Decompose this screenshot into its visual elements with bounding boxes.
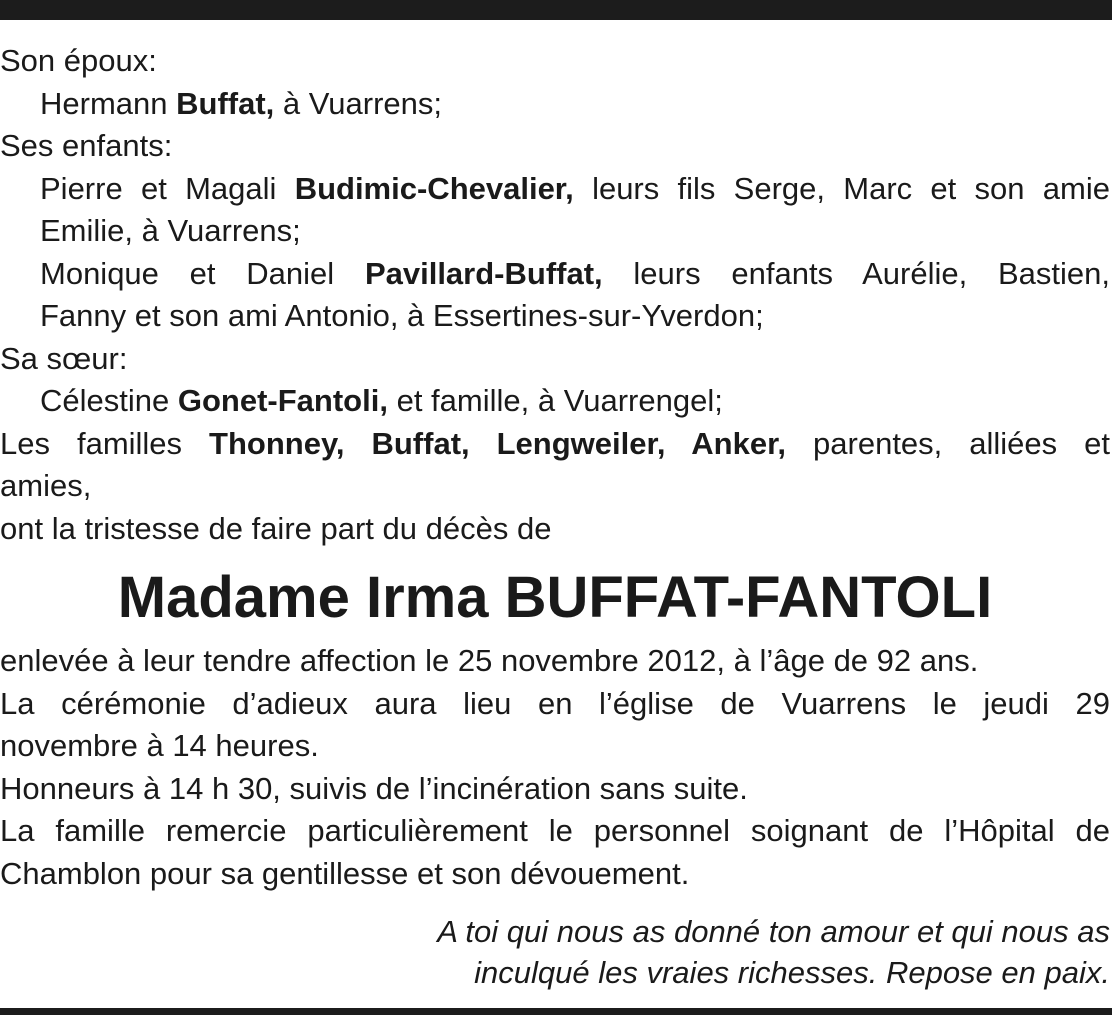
enfants-label: Ses enfants: [0,128,173,163]
obituary-text [0,40,1110,993]
enfant2-line2: Fanny et son ami Antonio, à Essertines-sur-Yverdon; [40,298,764,333]
epoux-surname: Buffat, [176,85,275,121]
top-rule [0,0,1112,20]
announce-text: ont la tristesse de faire part du décès de [0,510,552,546]
familles-line1 [0,423,1110,466]
epoux-entry [0,83,1110,126]
familles-rest: parentes, alliées et [813,425,1110,461]
enfant1-line2: Emilie, à Vuarrens; [40,213,301,248]
soeur-label: Sa sœur: [0,340,128,376]
soeur-first: Célestine [40,383,170,418]
enfant1-surname: Budimic-Chevalier, [294,170,574,206]
quote-line2: inculqué les vraies richesses. Repose en paix. [474,955,1110,990]
details-line6: Chamblon pour sa gentillesse et son dévouement. [0,855,690,891]
enfant1-line1 [0,168,1110,211]
closing-quote [0,911,1110,993]
details-line5: La famille remercie particulièrement le personnel soignant de l’Hôpital de [0,813,1110,848]
soeur-rest: et famille, à Vuarrengel; [396,383,723,418]
enfant1-first: Pierre et Magali [40,170,277,206]
details-line3: novembre à 14 heures. [0,728,319,763]
familles-first: Les familles [0,425,183,461]
details-line4: Honneurs à 14 h 30, suivis de l’incinération sans suite. [0,770,748,806]
soeur-surname: Gonet-Fantoli, [177,383,388,418]
epoux-label: Son époux: [0,43,157,78]
soeur-entry [0,380,1110,423]
bottom-rule [0,1008,1112,1015]
deceased-name: Madame Irma BUFFAT-FANTOLI [117,565,993,630]
enfant2-first: Monique et Daniel [40,255,335,291]
familles-line2: amies, [0,468,92,503]
familles-names: Thonney, Buffat, Lengweiler, Anker, [209,425,787,461]
epoux-place: à Vuarrens; [282,85,443,121]
enfant2-line1 [0,253,1110,296]
details-line2: La cérémonie d’adieux aura lieu en l’église de Vuarrens le jeudi 29 [0,685,1110,721]
epoux-first: Hermann [40,85,168,121]
quote-line1: A toi qui nous as donné ton amour et qui nous as [437,914,1110,949]
enfant1-rest: leurs fils Serge, Marc et son amie [592,170,1110,206]
details-line1: enlevée à leur tendre affection le 25 novembre 2012, à l’âge de 92 ans. [0,643,979,678]
enfant2-surname: Pavillard-Buffat, [364,255,603,291]
enfant2-rest: leurs enfants Aurélie, Bastien, [633,255,1110,291]
